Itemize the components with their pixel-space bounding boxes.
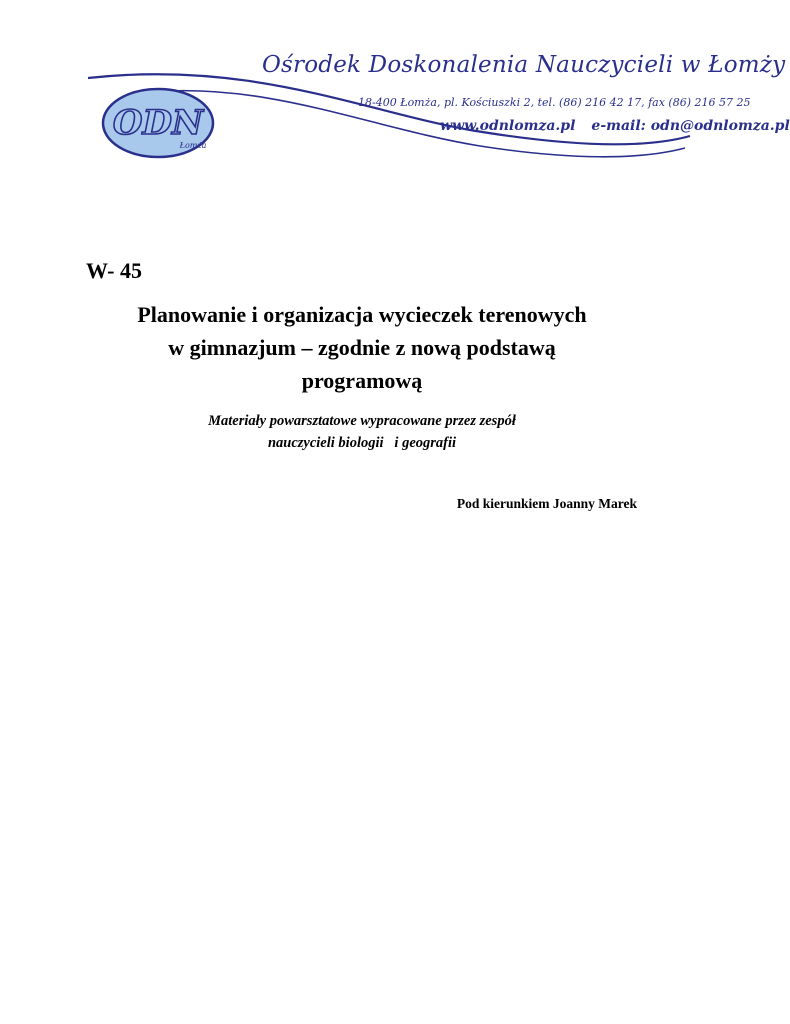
letterhead-graphic (0, 0, 725, 180)
logo-subtext: Łomża (179, 141, 207, 150)
title-line: Planowanie i organizacja wycieczek terenowych (137, 302, 587, 327)
document-subtitle (62, 410, 662, 454)
document-code: W- 45 (86, 258, 143, 283)
org-contact-line (440, 118, 790, 134)
title-line: programową (301, 368, 423, 393)
email-link[interactable]: e-mail: odn@odnlomza.pl (591, 118, 790, 134)
odn-logo (103, 89, 213, 157)
subtitle-line: Materiały powarsztatowe wypracowane przez zespół (208, 413, 516, 429)
letterhead (0, 0, 790, 180)
document-author: Pod kierunkiem Joanny Marek (456, 496, 637, 511)
org-name: Ośrodek Doskonalenia Nauczycieli w Łomży (262, 52, 786, 78)
org-address: 18-400 Łomża, pl. Kościuszki 2, tel. (86) 216 42 17, fax (86) 216 57 25 (358, 96, 751, 109)
logo-text: ODN (112, 103, 204, 143)
title-line: w gimnazjum – zgodnie z nową podstawą (168, 335, 556, 360)
website-link[interactable]: www.odnlomza.pl (440, 118, 576, 134)
subtitle-line: nauczycieli biologii i geografii (267, 435, 457, 451)
document-title (62, 298, 662, 397)
